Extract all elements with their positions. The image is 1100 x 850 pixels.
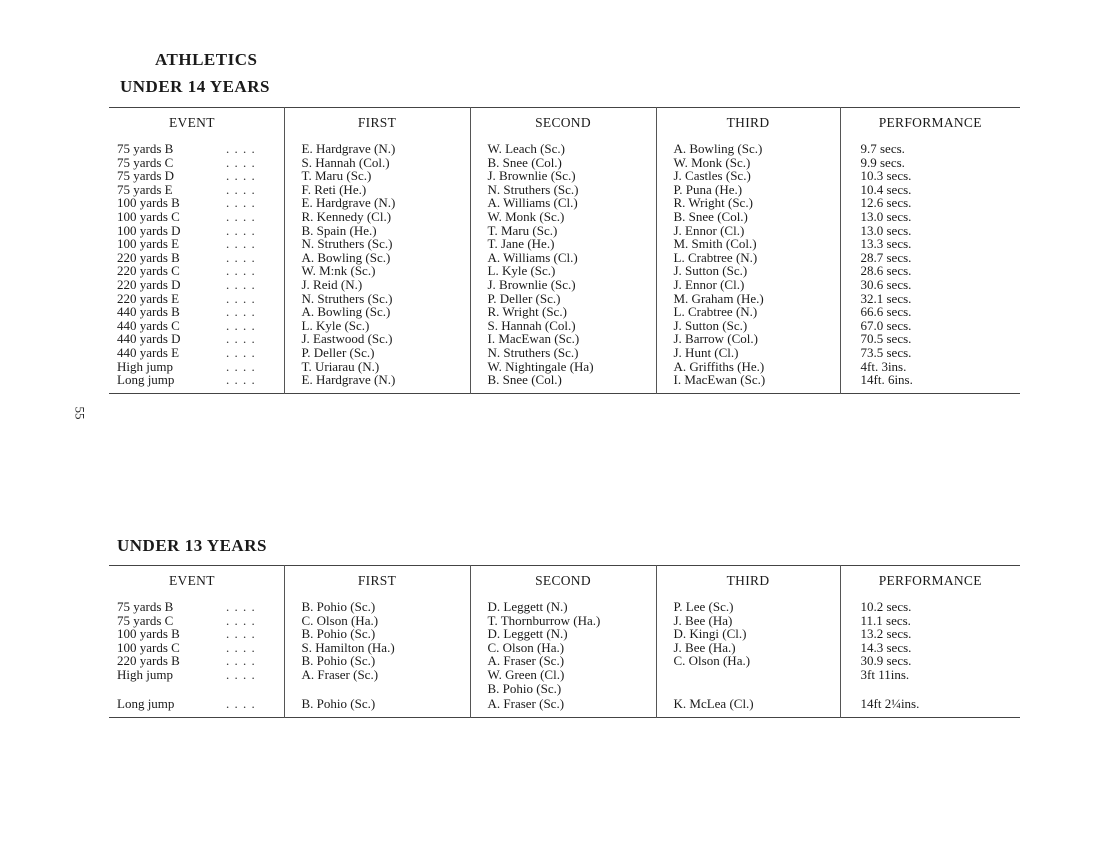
event-cell: [109, 319, 284, 333]
third-cell: J. Hunt (Cl.): [656, 346, 840, 360]
second-cell: B. Snee (Col.): [470, 156, 656, 170]
performance-cell: 13.2 secs.: [840, 627, 1020, 641]
event-cell: [109, 373, 284, 393]
third-cell: M. Smith (Col.): [656, 237, 840, 251]
event-cell: [109, 264, 284, 278]
column-header-third: THIRD: [656, 566, 840, 597]
leader-dots: . . . .: [226, 276, 256, 292]
event-label: 440 yards B: [117, 304, 180, 320]
performance-cell: 12.6 secs.: [840, 196, 1020, 210]
table-row: [109, 668, 1020, 682]
performance-cell: 30.6 secs.: [840, 278, 1020, 292]
table-row: [109, 196, 1020, 210]
third-cell: I. MacEwan (Sc.): [656, 373, 840, 393]
event-cell: [109, 614, 284, 628]
second-cell: W. Monk (Sc.): [470, 210, 656, 224]
table-row: [109, 169, 1020, 183]
second-cell: T. Maru (Sc.): [470, 224, 656, 238]
event-cell: [109, 641, 284, 655]
performance-cell: 14.3 secs.: [840, 641, 1020, 655]
table-row: [109, 319, 1020, 333]
first-cell: T. Maru (Sc.): [284, 169, 470, 183]
event-cell: [109, 682, 284, 696]
event-cell: [109, 627, 284, 641]
third-cell: R. Wright (Sc.): [656, 196, 840, 210]
column-header-first: FIRST: [284, 566, 470, 597]
first-cell: W. M:nk (Sc.): [284, 264, 470, 278]
first-cell: F. Reti (He.): [284, 183, 470, 197]
second-cell: A. Fraser (Sc.): [470, 654, 656, 668]
first-cell: N. Struthers (Sc.): [284, 237, 470, 251]
event-label: 75 yards E: [117, 181, 173, 197]
third-cell: B. Snee (Col.): [656, 210, 840, 224]
table-header-row: [109, 566, 1020, 597]
event-cell: [109, 156, 284, 170]
performance-cell: 13.0 secs.: [840, 224, 1020, 238]
first-cell: S. Hannah (Col.): [284, 156, 470, 170]
table-row: [109, 654, 1020, 668]
event-label: 100 yards E: [117, 236, 180, 252]
event-cell: [109, 251, 284, 265]
second-cell: T. Thornburrow (Ha.): [470, 614, 656, 628]
event-label: 75 yards C: [117, 612, 174, 628]
leader-dots: . . . .: [226, 626, 256, 642]
third-cell: J. Ennor (Cl.): [656, 278, 840, 292]
performance-cell: 28.7 secs.: [840, 251, 1020, 265]
second-cell: A. Williams (Cl.): [470, 196, 656, 210]
leader-dots: . . . .: [226, 290, 256, 306]
leader-dots: . . . .: [226, 639, 256, 655]
table-row: [109, 278, 1020, 292]
event-label: Long jump: [117, 372, 175, 388]
leader-dots: . . . .: [226, 331, 256, 347]
leader-dots: . . . .: [226, 612, 256, 628]
event-label: 100 yards C: [117, 208, 180, 224]
first-cell: A. Fraser (Sc.): [284, 668, 470, 682]
section-heading-under-13: UNDER 13 YEARS: [117, 536, 267, 555]
event-cell: [109, 169, 284, 183]
column-header-second: SECOND: [470, 566, 656, 597]
first-cell: A. Bowling (Sc.): [284, 305, 470, 319]
third-cell: L. Crabtree (N.): [656, 305, 840, 319]
first-cell: J. Eastwood (Sc.): [284, 332, 470, 346]
event-label: 75 yards D: [117, 168, 175, 184]
first-cell: [284, 682, 470, 696]
performance-cell: 14ft. 6ins.: [840, 373, 1020, 393]
performance-cell: 10.3 secs.: [840, 169, 1020, 183]
second-cell: T. Jane (He.): [470, 237, 656, 251]
second-cell: A. Williams (Cl.): [470, 251, 656, 265]
table-row: [109, 614, 1020, 628]
page-number: 55: [72, 406, 88, 420]
second-cell: I. MacEwan (Sc.): [470, 332, 656, 346]
performance-cell: 11.1 secs.: [840, 614, 1020, 628]
event-label: 220 yards D: [117, 276, 181, 292]
third-cell: A. Griffiths (He.): [656, 360, 840, 374]
first-cell: R. Kennedy (Cl.): [284, 210, 470, 224]
leader-dots: . . . .: [226, 304, 256, 320]
leader-dots: . . . .: [226, 317, 256, 333]
first-cell: B. Pohio (Sc.): [284, 654, 470, 668]
second-cell: W. Nightingale (Ha): [470, 360, 656, 374]
leader-dots: . . . .: [226, 236, 256, 252]
first-cell: E. Hardgrave (N.): [284, 373, 470, 393]
third-cell: [656, 668, 840, 682]
event-label: 220 yards B: [117, 653, 180, 669]
event-label: 440 yards D: [117, 331, 181, 347]
second-cell: J. Brownlie (Sc.): [470, 169, 656, 183]
performance-cell: 13.3 secs.: [840, 237, 1020, 251]
leader-dots: . . . .: [226, 222, 256, 238]
table-row: [109, 346, 1020, 360]
event-cell: [109, 360, 284, 374]
results-body-under-14: [109, 138, 1020, 393]
second-cell: W. Green (Cl.): [470, 668, 656, 682]
event-label: 100 yards B: [117, 626, 180, 642]
leader-dots: . . . .: [226, 666, 256, 682]
event-cell: [109, 654, 284, 668]
first-cell: B. Spain (He.): [284, 224, 470, 238]
performance-cell: [840, 682, 1020, 696]
leader-dots: . . . .: [226, 696, 256, 712]
performance-cell: 28.6 secs.: [840, 264, 1020, 278]
leader-dots: . . . .: [226, 208, 256, 224]
event-cell: [109, 346, 284, 360]
second-cell: B. Snee (Col.): [470, 373, 656, 393]
table-row: [109, 224, 1020, 238]
event-cell: [109, 668, 284, 682]
performance-cell: 4ft. 3ins.: [840, 360, 1020, 374]
event-cell: [109, 305, 284, 319]
second-cell: B. Pohio (Sc.): [470, 682, 656, 696]
leader-dots: . . . .: [226, 249, 256, 265]
event-label: 100 yards C: [117, 639, 180, 655]
third-cell: A. Bowling (Sc.): [656, 138, 840, 156]
event-cell: [109, 196, 284, 210]
performance-cell: 10.4 secs.: [840, 183, 1020, 197]
event-label: 100 yards D: [117, 222, 181, 238]
first-cell: L. Kyle (Sc.): [284, 319, 470, 333]
performance-cell: 14ft 2¼ins.: [840, 695, 1020, 717]
leader-dots: . . . .: [226, 154, 256, 170]
performance-cell: 30.9 secs.: [840, 654, 1020, 668]
column-header-performance: PERFORMANCE: [840, 566, 1020, 597]
leader-dots: . . . .: [226, 168, 256, 184]
performance-cell: 3ft 11ins.: [840, 668, 1020, 682]
performance-cell: 9.7 secs.: [840, 138, 1020, 156]
table-row: [109, 264, 1020, 278]
second-cell: D. Leggett (N.): [470, 596, 656, 614]
table-row: [109, 360, 1020, 374]
leader-dots: . . . .: [226, 195, 256, 211]
performance-cell: 73.5 secs.: [840, 346, 1020, 360]
table-row: [109, 695, 1020, 717]
leader-dots: . . . .: [226, 263, 256, 279]
first-cell: E. Hardgrave (N.): [284, 196, 470, 210]
event-cell: [109, 224, 284, 238]
third-cell: J. Castles (Sc.): [656, 169, 840, 183]
third-cell: M. Graham (He.): [656, 292, 840, 306]
third-cell: P. Lee (Sc.): [656, 596, 840, 614]
event-label: 100 yards B: [117, 195, 180, 211]
third-cell: C. Olson (Ha.): [656, 654, 840, 668]
second-cell: W. Leach (Sc.): [470, 138, 656, 156]
event-label: High jump: [117, 666, 173, 682]
table-header-row: [109, 108, 1020, 139]
table-row: [109, 183, 1020, 197]
leader-dots: . . . .: [226, 599, 256, 614]
performance-cell: 67.0 secs.: [840, 319, 1020, 333]
first-cell: S. Hamilton (Ha.): [284, 641, 470, 655]
section-heading-under-14: UNDER 14 YEARS: [120, 77, 270, 96]
table-row: [109, 251, 1020, 265]
column-header-third: THIRD: [656, 108, 840, 139]
table-row: [109, 641, 1020, 655]
table-row: [109, 682, 1020, 696]
third-cell: L. Crabtree (N.): [656, 251, 840, 265]
event-label: Long jump: [117, 696, 175, 712]
event-cell: [109, 237, 284, 251]
performance-cell: 66.6 secs.: [840, 305, 1020, 319]
event-label: 220 yards E: [117, 290, 180, 306]
event-label: 75 yards B: [117, 599, 174, 614]
third-cell: K. McLea (Cl.): [656, 695, 840, 717]
performance-cell: 9.9 secs.: [840, 156, 1020, 170]
first-cell: B. Pohio (Sc.): [284, 596, 470, 614]
leader-dots: . . . .: [226, 181, 256, 197]
third-cell: J. Sutton (Sc.): [656, 319, 840, 333]
first-cell: J. Reid (N.): [284, 278, 470, 292]
event-cell: [109, 596, 284, 614]
third-cell: J. Bee (Ha): [656, 614, 840, 628]
event-cell: [109, 210, 284, 224]
table-row: [109, 627, 1020, 641]
leader-dots: . . . .: [226, 141, 256, 156]
performance-cell: 10.2 secs.: [840, 596, 1020, 614]
event-cell: [109, 332, 284, 346]
second-cell: C. Olson (Ha.): [470, 641, 656, 655]
results-table-under-14: [109, 107, 1020, 394]
event-cell: [109, 695, 284, 717]
event-label: 220 yards B: [117, 249, 180, 265]
first-cell: B. Pohio (Sc.): [284, 627, 470, 641]
second-cell: N. Struthers (Sc.): [470, 346, 656, 360]
third-cell: J. Barrow (Col.): [656, 332, 840, 346]
leader-dots: . . . .: [226, 344, 256, 360]
table-row: [109, 138, 1020, 156]
table-row: [109, 210, 1020, 224]
third-cell: W. Monk (Sc.): [656, 156, 840, 170]
event-cell: [109, 138, 284, 156]
first-cell: C. Olson (Ha.): [284, 614, 470, 628]
table-row: [109, 373, 1020, 393]
second-cell: P. Deller (Sc.): [470, 292, 656, 306]
table-row: [109, 292, 1020, 306]
event-cell: [109, 292, 284, 306]
table-row: [109, 596, 1020, 614]
first-cell: N. Struthers (Sc.): [284, 292, 470, 306]
second-cell: R. Wright (Sc.): [470, 305, 656, 319]
first-cell: T. Uriarau (N.): [284, 360, 470, 374]
first-cell: P. Deller (Sc.): [284, 346, 470, 360]
results-body-under-13: [109, 596, 1020, 717]
third-cell: [656, 682, 840, 696]
page-title: ATHLETICS: [155, 50, 258, 69]
first-cell: A. Bowling (Sc.): [284, 251, 470, 265]
event-label: 75 yards B: [117, 141, 174, 156]
leader-dots: . . . .: [226, 653, 256, 669]
table-row: [109, 332, 1020, 346]
performance-cell: 13.0 secs.: [840, 210, 1020, 224]
column-header-event: EVENT: [169, 573, 215, 589]
performance-cell: 70.5 secs.: [840, 332, 1020, 346]
third-cell: J. Sutton (Sc.): [656, 264, 840, 278]
results-table-under-13: [109, 565, 1020, 718]
third-cell: P. Puna (He.): [656, 183, 840, 197]
column-header-performance: PERFORMANCE: [840, 108, 1020, 139]
table-row: [109, 237, 1020, 251]
event-label: High jump: [117, 358, 173, 374]
third-cell: J. Bee (Ha.): [656, 641, 840, 655]
second-cell: D. Leggett (N.): [470, 627, 656, 641]
second-cell: J. Brownlie (Sc.): [470, 278, 656, 292]
event-cell: [109, 278, 284, 292]
column-header-first: FIRST: [284, 108, 470, 139]
column-header-second: SECOND: [470, 108, 656, 139]
table-row: [109, 156, 1020, 170]
table-row: [109, 305, 1020, 319]
leader-dots: . . . .: [226, 372, 256, 388]
performance-cell: 32.1 secs.: [840, 292, 1020, 306]
first-cell: B. Pohio (Sc.): [284, 695, 470, 717]
third-cell: D. Kingi (Cl.): [656, 627, 840, 641]
second-cell: N. Struthers (Sc.): [470, 183, 656, 197]
event-label: 440 yards C: [117, 317, 180, 333]
first-cell: E. Hardgrave (N.): [284, 138, 470, 156]
event-cell: [109, 183, 284, 197]
second-cell: S. Hannah (Col.): [470, 319, 656, 333]
event-label: 75 yards C: [117, 154, 174, 170]
leader-dots: . . . .: [226, 358, 256, 374]
column-header-event: EVENT: [169, 115, 215, 131]
second-cell: L. Kyle (Sc.): [470, 264, 656, 278]
event-label: 440 yards E: [117, 344, 180, 360]
event-label: 220 yards C: [117, 263, 180, 279]
second-cell: A. Fraser (Sc.): [470, 695, 656, 717]
third-cell: J. Ennor (Cl.): [656, 224, 840, 238]
